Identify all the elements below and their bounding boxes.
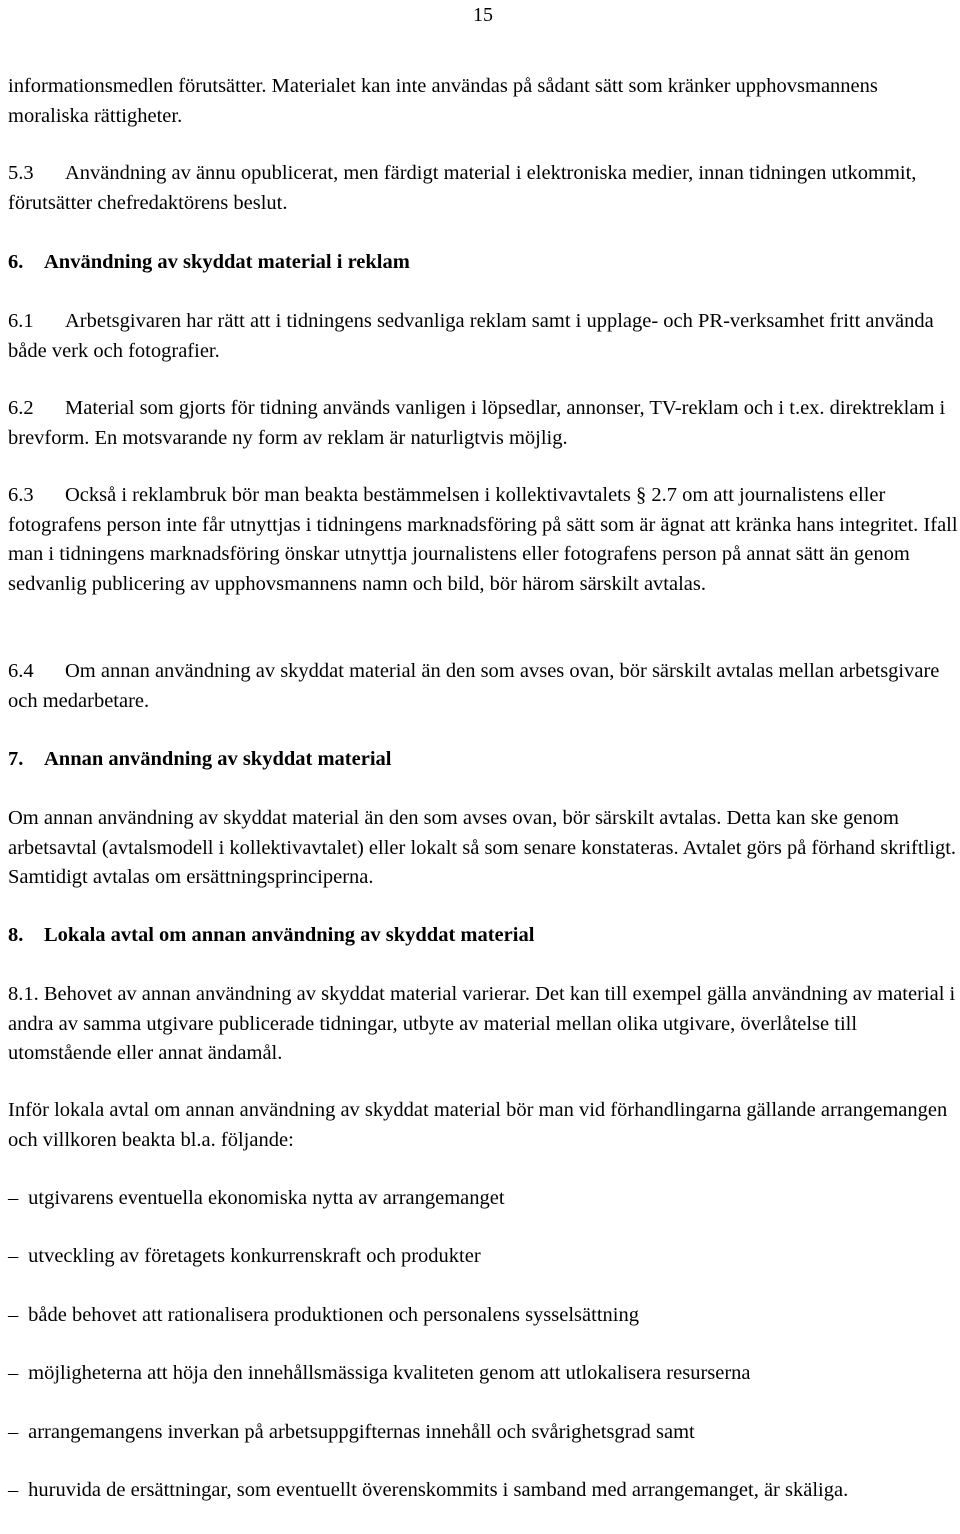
paragraph-8-intro: Inför lokala avtal om annan användning av skyddat material bör man vid förhandlingarna gällande arrangemangen och villkoren beakta bl.a. följande: — [8, 1099, 948, 1151]
section-6-3 — [8, 481, 958, 599]
list-item — [8, 1476, 958, 1506]
heading-text: Lokala avtal om annan användning av skyddat material — [44, 924, 535, 946]
dash-bullet: – — [8, 1479, 19, 1501]
paragraph-7: Om annan användning av skyddat material än den som avses ovan, bör särskilt avtalas. Detta kan ske genom arbetsavtal (avtalsmodell i kollektivavtalet) eller lokalt så som senare konstateras. Avtalet görs på förhand skriftligt. Samtidigt avtalas om ersättningsprinciperna. — [8, 807, 957, 888]
section-text: Användning av ännu opublicerat, men färdigt material i elektroniska medier, innan tidningen utkommit, förutsätter chefredaktörens beslut. — [8, 162, 917, 214]
dash-bullet: – — [8, 1421, 19, 1443]
list-item — [8, 1418, 958, 1448]
list-item — [8, 1242, 958, 1272]
list-item-text: huruvida de ersättningar, som eventuellt överenskommits i samband med arrangemanget, är skäliga. — [28, 1479, 849, 1501]
dash-bullet: – — [8, 1245, 19, 1267]
heading-8 — [8, 921, 958, 951]
heading-7 — [8, 745, 958, 775]
section-text: Också i reklambruk bör man beakta bestämmelsen i kollektivavtalets § 2.7 om att journalistens eller fotografens person inte får utnyttjas i tidningens marknadsföring på sätt som är ägnat att kränka hans integritet. Ifall man i tidningens marknadsföring önskar utnyttja journalistens eller fotografens person på annat sätt än genom sedvanlig publicering av upphovsmannens namn och bild, bör härom särskilt avtalas. — [8, 484, 958, 595]
list-item-text: både behovet att rationalisera produktionen och personalens sysselsättning — [28, 1304, 639, 1326]
heading-text: Annan användning av skyddat material — [44, 748, 392, 770]
paragraph-8-1: 8.1. Behovet av annan användning av skyddat material varierar. Det kan till exempel gälla användning av material i andra av samma utgivare publicerade tidningar, utbyte av material mellan olika utgivare, överlåtelse till utomstående eller annat ändamål. — [8, 983, 956, 1064]
heading-number: 7. — [8, 748, 24, 770]
section-text: Material som gjorts för tidning används vanligen i löpsedlar, annonser, TV-reklam och i t.ex. direktreklam i brevform. En motsvarande ny form av reklam är naturligtvis möjlig. — [8, 397, 946, 449]
list-item-text: utveckling av företagets konkurrenskraft och produkter — [28, 1245, 481, 1267]
section-6-1 — [8, 307, 958, 366]
section-text: Arbetsgivaren har rätt att i tidningens sedvanliga reklam samt i upplage- och PR-verksamhet fritt använda både verk och fotografier. — [8, 310, 934, 362]
list-item-text: möjligheterna att höja den innehållsmässiga kvaliteten genom att utlokalisera resurserna — [28, 1362, 751, 1384]
dash-bullet: – — [8, 1362, 19, 1384]
heading-number: 8. — [8, 924, 24, 946]
list-item — [8, 1184, 958, 1214]
section-6-4 — [8, 657, 958, 716]
heading-6 — [8, 248, 958, 278]
paragraph-intro: informationsmedlen förutsätter. Materialet kan inte användas på sådant sätt som kränker upphovsmannens moraliska rättigheter. — [8, 75, 878, 127]
section-number: 6.3 — [8, 484, 34, 506]
list-item — [8, 1359, 958, 1389]
section-6-2 — [8, 394, 958, 453]
list-item-text: arrangemangens inverkan på arbetsuppgifternas innehåll och svårighetsgrad samt — [28, 1421, 695, 1443]
dash-bullet: – — [8, 1304, 19, 1326]
list-item — [8, 1301, 958, 1331]
list-item-text: utgivarens eventuella ekonomiska nytta av arrangemanget — [28, 1187, 505, 1209]
section-number: 6.2 — [8, 397, 34, 419]
page-number: 15 — [473, 4, 493, 26]
section-5-3 — [8, 159, 958, 218]
heading-number: 6. — [8, 251, 24, 273]
section-number: 6.4 — [8, 660, 34, 682]
section-number: 5.3 — [8, 162, 34, 184]
heading-text: Användning av skyddat material i reklam — [44, 251, 410, 273]
dash-bullet: – — [8, 1187, 19, 1209]
section-text: Om annan användning av skyddat material än den som avses ovan, bör särskilt avtalas mellan arbetsgivare och medarbetare. — [8, 660, 940, 712]
section-number: 6.1 — [8, 310, 34, 332]
